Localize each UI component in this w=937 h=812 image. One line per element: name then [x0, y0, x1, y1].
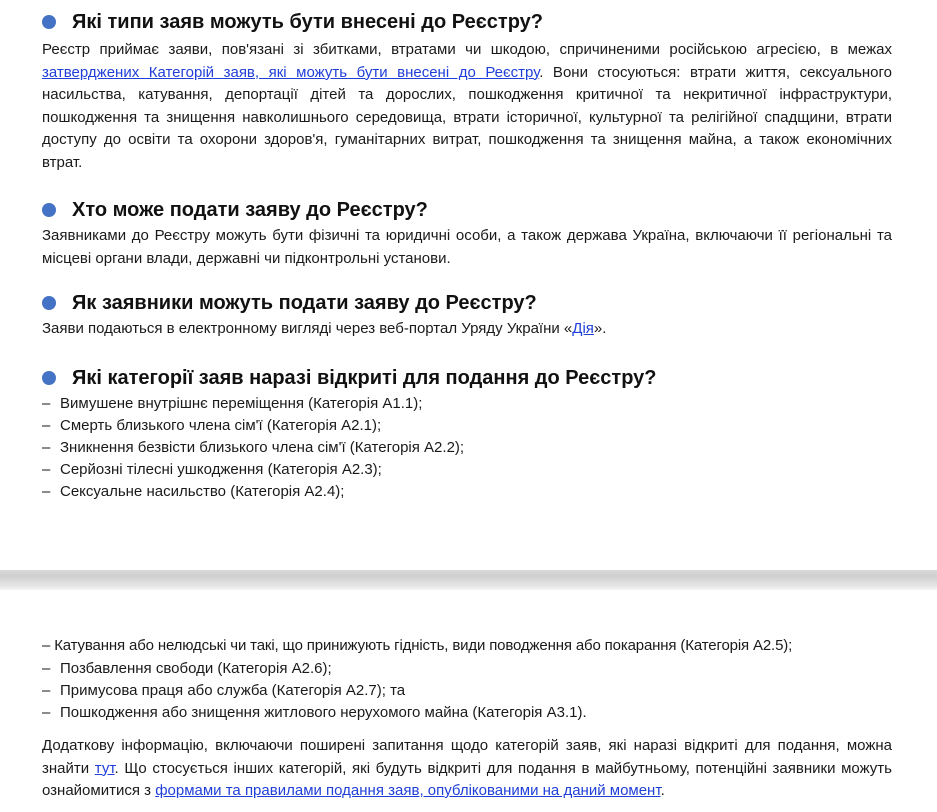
- bullet-icon: [42, 371, 56, 385]
- list-item: – Серйозні тілесні ушкодження (Категорія А2.3);: [42, 461, 382, 478]
- list-item: – Примусова праця або служба (Категорія А2.7); та: [42, 681, 406, 699]
- page-separator: [0, 570, 937, 590]
- bullet-icon: [42, 15, 56, 29]
- bullet-icon: [42, 296, 56, 310]
- section-paragraph: Заяви подаються в електронному вигляді через веб-портал Уряду України «Дія».: [42, 320, 607, 337]
- section-claim-types: [42, 9, 892, 174]
- section-how-to-apply: [42, 290, 892, 341]
- section-heading: Хто може подати заяву до Реєстру?: [42, 197, 892, 223]
- list-item: – Смерть близького члена сім'ї (Категорія А2.1);: [42, 417, 382, 434]
- list-item: – Вимушене внутрішнє переміщення (Категорія А1.1);: [42, 395, 423, 412]
- section-paragraph: Додаткову інформацію, включаючи поширені запитання щодо категорій заяв, які наразі відкриті для подання, можна знайти тут. Що стосується інших категорій, які будуть відкриті для подання в майбутньому, потенційні заявники можуть ознайомитися з формами та правилами подання заяв, опублікованими на даний момент.: [42, 737, 892, 799]
- section-heading: Які типи заяв можуть бути внесені до Реєстру?: [42, 9, 892, 35]
- approved-categories-link[interactable]: затверджених Категорій заяв, які можуть бути внесені до Реєстру: [42, 63, 540, 81]
- list-item: – Катування або нелюдські чи такі, що принижують гідність, види поводження або покарання (Категорія А2.5);: [42, 637, 793, 654]
- category-list: [42, 658, 892, 724]
- closing-paragraph: [42, 735, 892, 803]
- section-heading: Як заявники можуть подати заяву до Реєстру?: [42, 290, 892, 316]
- section-paragraph: Реєстр приймає заяви, пов'язані зі збитками, втратами чи шкодою, спричиненими російською агресією, в межах затверджених Категорій заяв, які можуть бути внесені до Реєстру. Вони стосуються: втрати життя, сексуального насильства, катування, депортації дітей та дорослих, пошкодження критичної та некритичної інфраструктури, пошкодження та знищення навколишнього середовища, втрати історичної, культурної та релігійної спадщини, втрати доступу до освіти та охорони здоров'я, гуманітарних витрат, пошкодження та знищення майна, а також економічних втрат.: [42, 41, 893, 171]
- section-open-categories: [42, 365, 892, 503]
- category-list-continued: [42, 635, 892, 724]
- section-heading: Які категорії заяв наразі відкриті для подання до Реєстру?: [42, 365, 892, 391]
- section-who-can-apply: [42, 197, 892, 270]
- faq-link[interactable]: тут: [94, 759, 115, 777]
- list-item: – Зникнення безвісти близького члена сім'ї (Категорія А2.2);: [42, 439, 465, 456]
- list-item: – Позбавлення свободи (Категорія А2.6);: [42, 659, 332, 677]
- list-item: – Сексуальне насильство (Категорія А2.4);: [42, 483, 345, 500]
- document-page-2: [0, 590, 937, 812]
- list-item: – Пошкодження або знищення житлового нерухомого майна (Категорія А3.1).: [42, 703, 587, 721]
- section-paragraph: Заявниками до Реєстру можуть бути фізичні та юридичні особи, а також держава Україна, включаючи її регіональні та місцеві органи влади, державні чи підконтрольні установи.: [42, 227, 892, 267]
- diia-link[interactable]: Дія: [572, 320, 594, 337]
- forms-and-rules-link[interactable]: формами та правилами подання заяв, опублікованими на даний момент: [155, 782, 661, 799]
- bullet-icon: [42, 203, 56, 217]
- category-list: [42, 393, 892, 503]
